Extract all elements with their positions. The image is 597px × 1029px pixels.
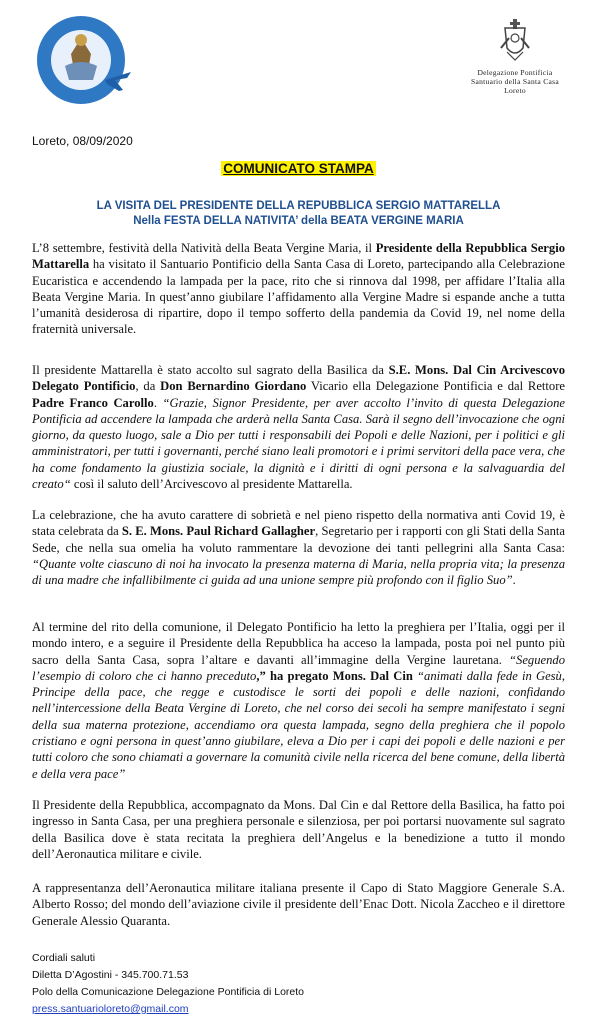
contact-person: Diletta D’Agostini - 345.700.71.53 — [32, 969, 189, 981]
paragraph-6 — [32, 880, 565, 929]
text-run: Padre Franco Carollo — [32, 395, 154, 410]
paragraph-5 — [32, 797, 565, 862]
text-run: ha visitato il Santuario Pontificio della Santa Casa di Loreto, partecipando alla Celebrazione Eucaristica e accendendo la lampada per la pace, rito che si rinnova dal 1998, per affidare l’Italia alla Beata Vergine Maria. In quest’anno giubilare l’affidamento alla Vergine Madre si espande anche a tutta l’umanità desiderosa di ripartire, dopo il tempo sofferto della pandemia da Covid 19, nel nome della fraternità universale. — [32, 257, 565, 337]
paragraph-4 — [32, 619, 565, 782]
paragraph-3 — [32, 507, 565, 588]
paragraph-2 — [32, 362, 565, 492]
press-release-text: COMUNICATO STAMPA — [223, 161, 374, 176]
delegazione-pontificia-logo — [440, 18, 590, 95]
text-run: ,” ha pregato — [256, 668, 333, 683]
text-run: “Quante volte ciascuno di noi ha invocato la presenza materna di Maria, nella propria vita; la presenza di una madre che infallibilmente ci guida ad una unione sempre più profondo con il figlio Suo” — [32, 556, 565, 588]
text-run: così il saluto dell’Arcivescovo al presidente Mattarella. — [70, 477, 353, 492]
papal-crest-icon — [495, 18, 535, 62]
text-run: . — [512, 573, 516, 588]
text-run: . — [153, 395, 163, 410]
text-run: S.E. Mons. Dal Cin Arcivescovo Delegato Pontificio — [32, 363, 565, 394]
paragraph-1 — [32, 240, 565, 338]
org-line-2: Santuario della Santa Casa — [471, 77, 559, 86]
org-line-1: Delegazione Pontificia — [477, 68, 553, 77]
press-release-label — [0, 160, 597, 178]
org-line-3: Loreto — [504, 86, 526, 95]
text-run: L’8 settembre, festività della Natività della Beata Vergine Maria, il — [32, 241, 376, 255]
text-run: Presidente della Repubblica Sergio Mattarella — [32, 241, 565, 272]
text-run: Il presidente Mattarella è stato accolto sul sagrato della Basilica da — [32, 363, 389, 377]
text-run: La celebrazione, che ha avuto carattere di sobrietà e nel pieno rispetto della normativa anti Covid 19, è stata celebrata da — [32, 508, 565, 539]
text-run: “Grazie, Signor Presidente, per aver accolto l’invito di questa Delegazione Pontificia ad accendere la lampada che arderà nella Santa Casa. Sarà il segno dell’invocazione che ogni giorno, da questo luogo, sale a Dio per tutti i responsabili dei Popoli e delle Nazioni, per i politici e gli amministratori, per tutti i governanti, perché siano leali promotori e i primi servitori della pace vera, che ha come fondamento la giustizia sociale, la dignità e i diritti di ogni persona e la salvaguardia del creato“ — [32, 395, 565, 492]
headline-line-1: LA VISITA DEL PRESIDENTE DELLA REPUBBLICA SERGIO MATTARELLA — [96, 200, 501, 212]
text-run: Il Presidente della Repubblica, accompagnato da Mons. Dal Cin e dal Rettore della Basilica, ha fatto poi ingresso in Santa Casa, per una preghiera personale e silenziosa, per poi portarsi nuovamente sul sagrato della Basilica dove è stata recitata la preghiera dell’Angelus e la benedizione a tutto il mondo dell’Aeronautica militare e civile. — [32, 798, 565, 861]
headline-line-2: Nella FESTA DELLA NATIVITA’ della BEATA VERGINE MARIA — [133, 215, 464, 227]
closing-greeting: Cordiali saluti — [32, 952, 96, 964]
text-run: , da — [135, 379, 161, 394]
office-name: Polo della Comunicazione Delegazione Pontificia di Loreto — [32, 986, 305, 998]
text-run: S. E. Mons. Paul Richard Gallagher — [121, 524, 316, 539]
text-run: Vicario ella Delegazione Pontificia e dal Rettore — [306, 379, 565, 394]
text-run: “animati dalla fede in Gesù, Principe della pace, che regge e custodisce le sorti dei popoli e delle nazioni, confidando nell’intercessione della Beata Vergine di Loreto, che nel corso dei secoli ha sempre manifestato i segni della sua materna protezione, accendiamo ora questa lampada, segno della preghiera che il popolo cristiano e ogni persona in quest’anno giubilare, eleva a Dio per i capi dei popoli e delle nazioni e per tutti coloro che sono chiamati a governare la comunità civile nella ricerca del bene comune, della libertà e della vera pace” — [32, 668, 566, 781]
email-link[interactable]: press.santuarioloreto@gmail.com — [32, 1003, 189, 1015]
place-date: Loreto, 08/09/2020 — [32, 134, 133, 148]
contact-footer — [32, 950, 304, 1018]
text-run: A rappresentanza dell’Aeronautica militare italiana presente il Capo di Stato Maggiore Generale S.A. Alberto Rosso; del mondo dell’aviazione civile il presidente dell’Enac Dott. Nicola Zaccheo e il direttore Generale Alessio Quaranta. — [32, 881, 565, 928]
text-run: Don Bernardino Giordano — [160, 379, 307, 394]
virgo-lauretana-logo — [35, 14, 135, 114]
text-run: Al termine del rito della comunione, il Delegato Pontificio ha letto la preghiera per l’Italia, oggi per il mondo intero, e a seguire il Presidente della Repubblica ha acceso la lampada, posta poi nel punto più sacro della Santa Casa, sopra l’altare e davanti all’immagine della Vergine lauretana. — [32, 620, 565, 667]
text-run: Mons. Dal Cin — [332, 668, 413, 683]
text-run: “Seguendo l’esempio di coloro che ci hanno preceduto — [32, 652, 565, 683]
text-run: , Segretario per i rapporti con gli Stati della Santa Sede, che nella sua omelia ha voluto rammentare la devozione dei tanti pellegrini alla Santa Casa: — [32, 524, 565, 555]
logo-emblem — [35, 14, 135, 114]
